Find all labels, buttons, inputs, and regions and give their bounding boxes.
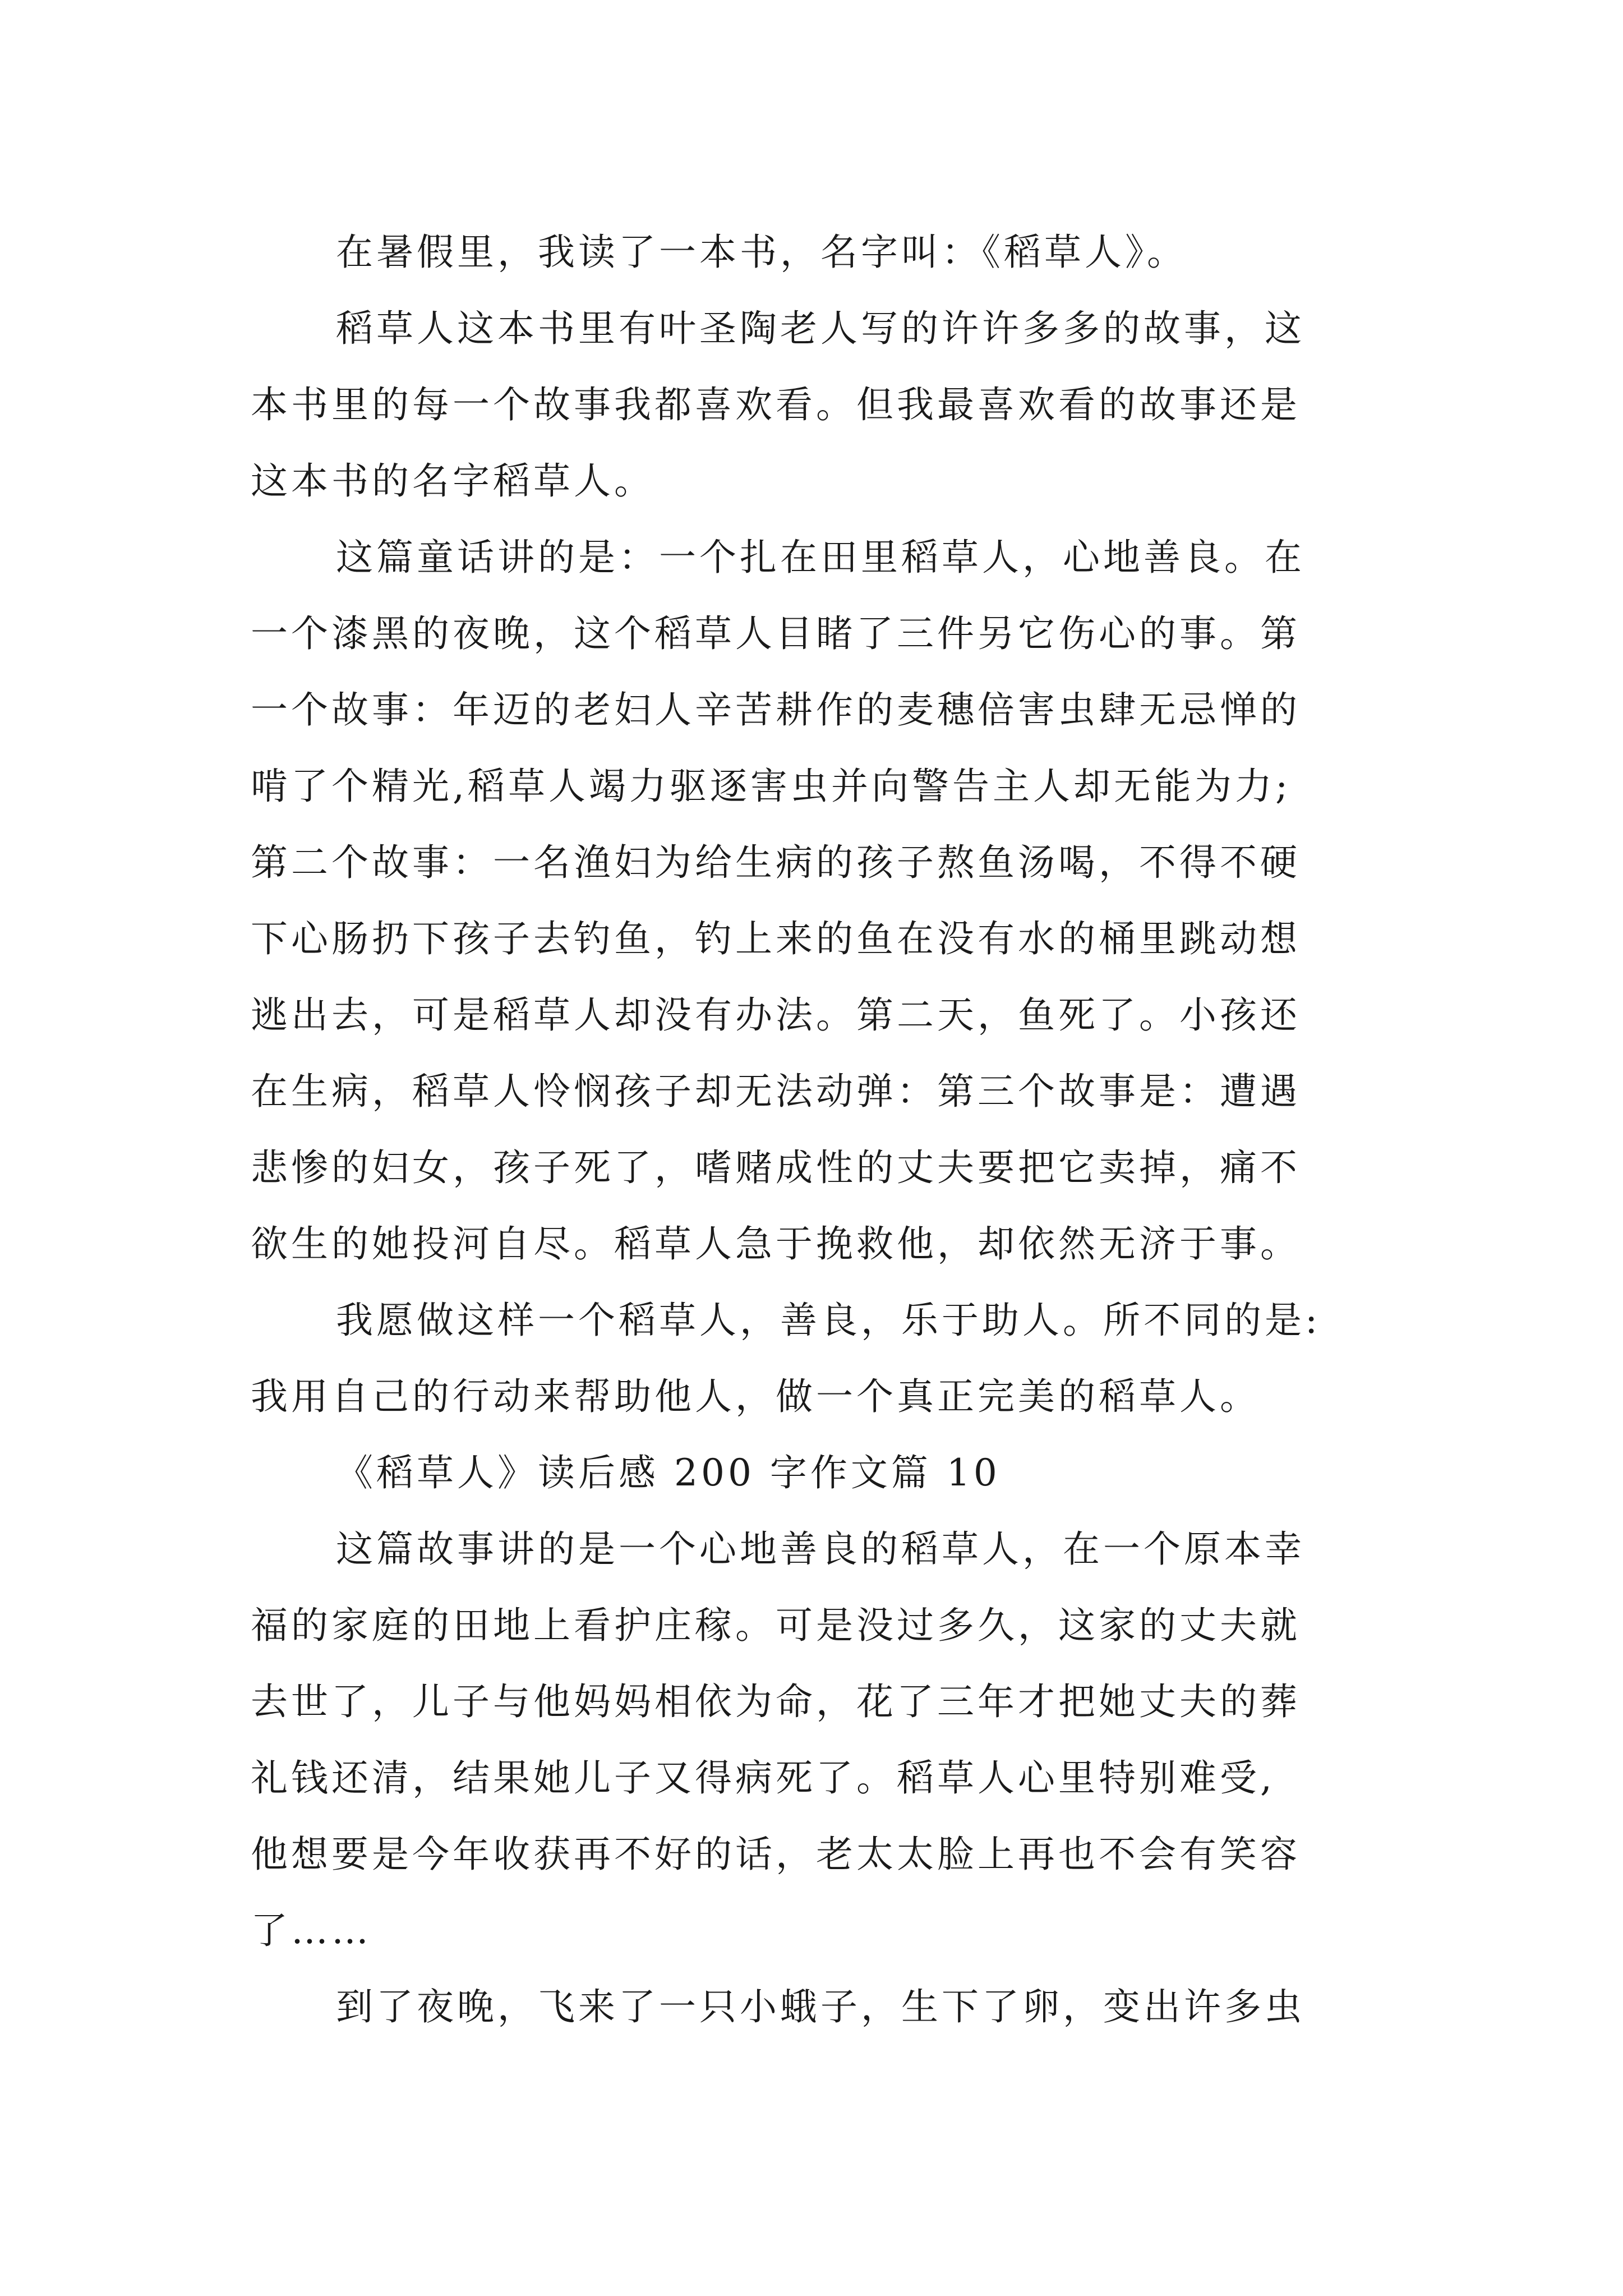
text-line-1: 在暑假里，我读了一本书，名字叫：《稻草人》。: [336, 231, 1187, 274]
text-line-12: 在生病，稻草人怜悯孩子却无法动弹：第三个故事是：遭遇: [251, 1070, 1301, 1113]
text-line-11: 逃出去，可是稻草人却没有办法。第二天，鱼死了。小孩还: [251, 993, 1301, 1037]
text-line-18: 这篇故事讲的是一个心地善良的稻草人，在一个原本幸: [336, 1527, 1305, 1571]
text-line-5: 这篇童话讲的是：一个扎在田里稻草人，心地善良。在: [336, 536, 1305, 579]
document-body: [251, 214, 1400, 2045]
text-line-22: 他想要是今年收获再不好的话，老太太脸上再也不会有笑容: [251, 1833, 1301, 1876]
text-line-13: 悲惨的妇女，孩子死了，嗜赌成性的丈夫要把它卖掉，痛不: [251, 1146, 1301, 1189]
text-line-10: 下心肠扔下孩子去钓鱼，钓上来的鱼在没有水的桶里跳动想: [251, 917, 1301, 960]
text-line-6: 一个漆黑的夜晚，这个稻草人目睹了三件另它伤心的事。第: [251, 612, 1301, 655]
text-line-23: 了……: [251, 1909, 372, 1952]
text-line-21: 礼钱还清，结果她儿子又得病死了。稻草人心里特别难受,: [251, 1756, 1275, 1800]
text-line-15: 我愿做这样一个稻草人，善良，乐于助人。所不同的是:: [336, 1299, 1321, 1342]
text-line-2: 稻草人这本书里有叶圣陶老人写的许许多多的故事，这: [336, 307, 1305, 350]
section-heading: 《稻草人》读后感 200 字作文篇 10: [336, 1451, 1000, 1494]
text-line-7: 一个故事：年迈的老妇人辛苦耕作的麦穗倍害虫肆无忌惮的: [251, 688, 1301, 731]
text-line-4: 这本书的名字稻草人。: [251, 459, 654, 503]
text-line-9: 第二个故事：一名渔妇为给生病的孩子熬鱼汤喝，不得不硬: [251, 841, 1301, 884]
text-line-16: 我用自己的行动来帮助他人，做一个真正完美的稻草人。: [251, 1375, 1260, 1418]
text-line-24: 到了夜晚，飞来了一只小蛾子，生下了卵，变出许多虫: [336, 1985, 1305, 2028]
text-line-20: 去世了，儿子与他妈妈相依为命，花了三年才把她丈夫的葬: [251, 1680, 1301, 1723]
text-line-19: 福的家庭的田地上看护庄稼。可是没过多久，这家的丈夫就: [251, 1604, 1301, 1647]
text-line-14: 欲生的她投河自尽。稻草人急于挽救他，却依然无济于事。: [251, 1222, 1301, 1266]
text-line-8: 啃了个精光,稻草人竭力驱逐害虫并向警告主人却无能为力;: [251, 765, 1292, 808]
text-line-3: 本书里的每一个故事我都喜欢看。但我最喜欢看的故事还是: [251, 383, 1301, 426]
